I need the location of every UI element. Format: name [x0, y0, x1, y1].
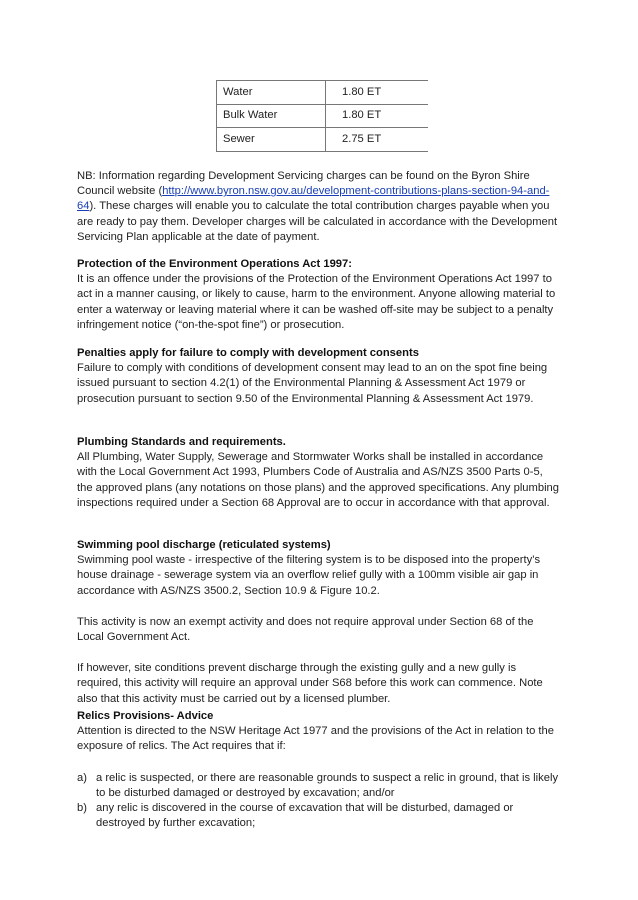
- relics-section: [77, 709, 561, 831]
- pool-section: [77, 538, 561, 707]
- section-body: Swimming pool waste - irrespective of the filtering system is to be disposed into the property’s house drainage - sewerage system via an overflow relief gully with a 100mm visible air gap in accordance with AS/NZS 3500.2, Section 10.9 & Figure 10.2.: [77, 554, 541, 597]
- section-heading: Penalties apply for failure to comply with development consents: [77, 347, 419, 359]
- list-item: [77, 771, 561, 801]
- section-heading: Protection of the Environment Operations Act 1997:: [77, 258, 352, 270]
- list-marker: a): [77, 771, 87, 784]
- table-row: [217, 104, 429, 128]
- list-item-text: a relic is suspected, or there are reasonable grounds to suspect a relic in ground, that is likely to be disturbed damaged or destroyed by excavation; and/or: [96, 771, 559, 799]
- service-cell: Sewer: [217, 128, 326, 152]
- plumbing-section: [77, 435, 561, 511]
- section-body: If however, site conditions prevent discharge through the existing gully and a new gully is required, this activity will require an approval under S68 before this work can commence. Note also that this activity must be carried out by a licensed plumber.: [77, 662, 543, 705]
- list-item: [77, 801, 561, 831]
- nb-paragraph: [77, 169, 561, 245]
- value-cell: 2.75 ET: [326, 128, 429, 152]
- value-cell: 1.80 ET: [326, 81, 429, 105]
- table-row: [217, 81, 429, 105]
- section-heading: Plumbing Standards and requirements.: [77, 436, 286, 448]
- section-body: This activity is now an exempt activity and does not require approval under Section 68 of the Local Government Act.: [77, 615, 534, 644]
- service-cell: Bulk Water: [217, 104, 326, 128]
- nb-text-after: ). These charges will enable you to calculate the total contribution charges payable when you are ready to pay them. Developer charges will be calculated in accordance with the Development Servicing Plan applicable at the date of payment.: [77, 200, 558, 243]
- section-heading: Relics Provisions- Advice: [77, 710, 214, 722]
- service-cell: Water: [217, 81, 326, 105]
- section-body: Attention is directed to the NSW Heritage Act 1977 and the provisions of the Act in relation to the exposure of relics. The Act requires that if:: [77, 725, 554, 753]
- charges-table: [216, 80, 428, 152]
- section-body: It is an offence under the provisions of the Protection of the Environment Operations Act 1997 to act in a manner causing, or likely to cause, harm to the environment. Anyone allowing material to enter a waterway or leaving material where it can be washed off-site may be subject to a penalty infringement notice (“on-the-spot fine”) or prosecution.: [77, 273, 556, 331]
- section-body: All Plumbing, Water Supply, Sewerage and Stormwater Works shall be installed in accordance with the Local Government Act 1993, Plumbers Code of Australia and AS/NZS 3500 Parts 0-5, the approved plans (any notations on those plans) and the approved specifications. Any plumbing inspections required under a Section 68 Approval are to occur in accordance with that approval.: [77, 451, 560, 509]
- penalties-section: [77, 346, 561, 407]
- value-cell: 1.80 ET: [326, 104, 429, 128]
- protection-section: [77, 257, 561, 333]
- table-row: [217, 128, 429, 152]
- list-item-text: any relic is discovered in the course of excavation that will be disturbed, damaged or destroyed by further excavation;: [96, 802, 514, 830]
- section-body: Failure to comply with conditions of development consent may lead to an on the spot fine being issued pursuant to section 4.2(1) of the Environmental Planning & Assessment Act 1979 or prosecution pursuant to section 9.50 of the Environmental Planning & Assessment Act 1979.: [77, 362, 548, 405]
- council-website-link[interactable]: http://www.byron.nsw.gov.au/development-contributions-plans-section-94-and-64: [77, 185, 550, 213]
- nb-text-before: NB: Information regarding Development Servicing charges can be found on the Byron Shire Council website (: [77, 170, 530, 198]
- section-heading: Swimming pool discharge (reticulated systems): [77, 539, 331, 551]
- list-marker: b): [77, 802, 87, 815]
